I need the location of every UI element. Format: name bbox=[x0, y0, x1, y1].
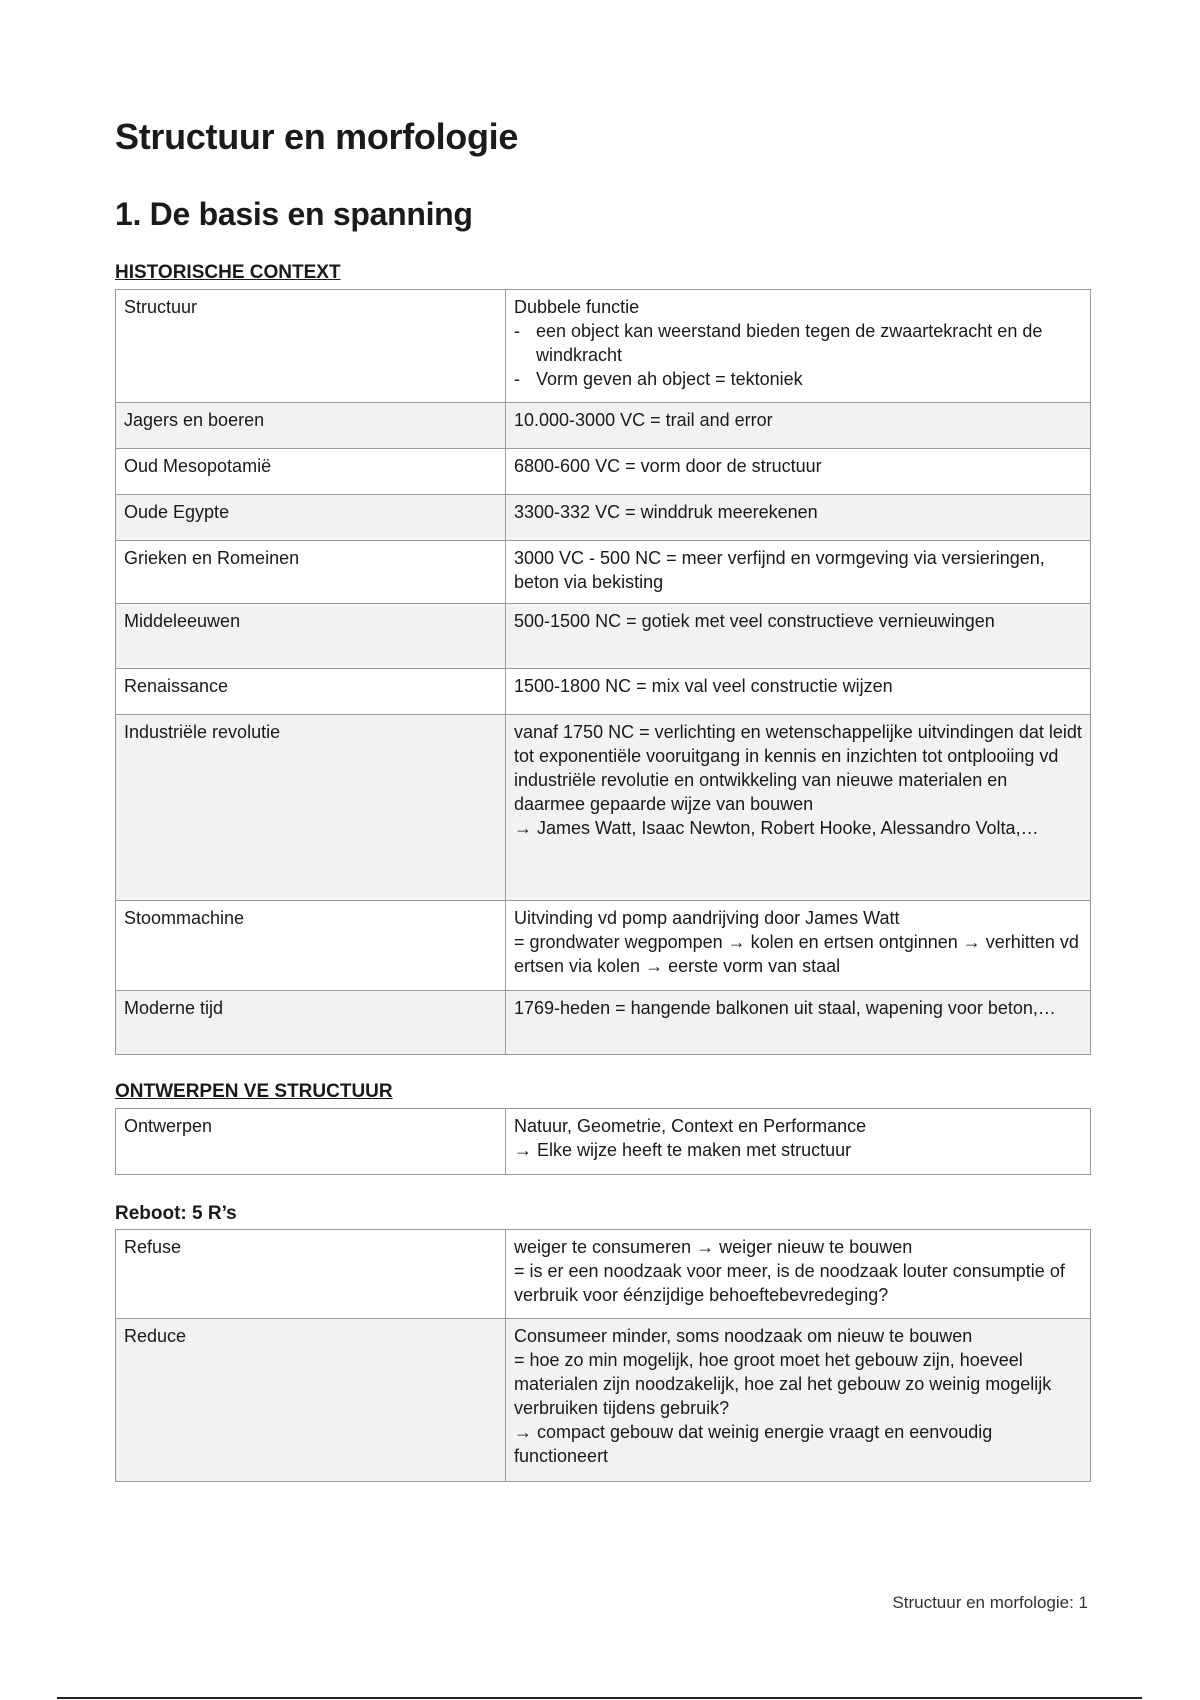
description-line: → Elke wijze heeft te maken met structuur bbox=[514, 1140, 852, 1160]
term-cell bbox=[116, 541, 506, 604]
description-cell bbox=[506, 1109, 1091, 1175]
bottom-divider bbox=[57, 1697, 1142, 1699]
description-line: = grondwater wegpompen → kolen en ertsen ontginnen → verhitten vd ertsen via kolen → eerste vorm van staal bbox=[514, 932, 1079, 976]
description-line: 1500-1800 NC = mix val veel constructie wijzen bbox=[514, 676, 893, 696]
term-cell bbox=[116, 1109, 506, 1175]
table-row bbox=[116, 495, 1091, 541]
description-line: 3000 VC - 500 NC = meer verfijnd en vormgeving via versieringen, beton via bekisting bbox=[514, 548, 1045, 592]
description-cell bbox=[506, 669, 1091, 715]
description-line: 1769-heden = hangende balkonen uit staal, wapening voor beton,… bbox=[514, 998, 1056, 1018]
term-text: Ontwerpen bbox=[124, 1116, 213, 1136]
design-structure-heading: ONTWERPEN VE STRUCTUUR bbox=[115, 1081, 393, 1102]
description-cell bbox=[506, 290, 1091, 403]
bullet-dash-icon: - bbox=[514, 369, 520, 389]
table-row bbox=[116, 1230, 1091, 1319]
description-line: → James Watt, Isaac Newton, Robert Hooke, Alessandro Volta,… bbox=[514, 818, 1039, 838]
section-heading: 1. De basis en spanning bbox=[115, 196, 473, 232]
description-cell bbox=[506, 1230, 1091, 1319]
description-line: Uitvinding vd pomp aandrijving door James Watt bbox=[514, 908, 900, 928]
bullet-dash-icon: - bbox=[514, 321, 520, 341]
table-row bbox=[116, 290, 1091, 403]
page-title: Structuur en morfologie bbox=[115, 116, 519, 157]
description-cell bbox=[506, 1319, 1091, 1482]
description-line: 10.000-3000 VC = trail and error bbox=[514, 410, 773, 430]
term-cell bbox=[116, 449, 506, 495]
term-text: Middeleeuwen bbox=[124, 611, 241, 631]
term-text: Refuse bbox=[124, 1237, 182, 1257]
description-cell bbox=[506, 901, 1091, 991]
table-body bbox=[116, 1109, 1091, 1175]
term-cell bbox=[116, 669, 506, 715]
table-row bbox=[116, 403, 1091, 449]
page-footer: Structuur en morfologie: 1 bbox=[892, 1593, 1088, 1612]
bullet-text: een object kan weerstand bieden tegen de zwaartekracht en de windkracht bbox=[536, 321, 1043, 365]
term-cell bbox=[116, 495, 506, 541]
table-body bbox=[116, 1230, 1091, 1482]
historical-context-heading: HISTORISCHE CONTEXT bbox=[115, 262, 341, 283]
description-cell bbox=[506, 449, 1091, 495]
term-cell bbox=[116, 604, 506, 669]
term-cell bbox=[116, 1319, 506, 1482]
description-line: weiger te consumeren → weiger nieuw te bouwen bbox=[514, 1237, 913, 1257]
description-cell bbox=[506, 541, 1091, 604]
description-cell bbox=[506, 715, 1091, 901]
description-line: → compact gebouw dat weinig energie vraagt en eenvoudig functioneert bbox=[514, 1422, 993, 1466]
table-row bbox=[116, 1319, 1091, 1482]
term-cell bbox=[116, 403, 506, 449]
description-line: = is er een noodzaak voor meer, is de noodzaak louter consumptie of verbruik voor éénzijdige behoeftebevredeging? bbox=[514, 1261, 1065, 1305]
term-text: Reduce bbox=[124, 1326, 187, 1346]
description-line: Natuur, Geometrie, Context en Performance bbox=[514, 1116, 867, 1136]
description-cell bbox=[506, 604, 1091, 669]
table-row bbox=[116, 669, 1091, 715]
table-body bbox=[116, 290, 1091, 1055]
bullet-text: Vorm geven ah object = tektoniek bbox=[536, 369, 803, 389]
term-text: Structuur bbox=[124, 297, 198, 317]
bullet-item bbox=[514, 367, 1082, 391]
table-row bbox=[116, 901, 1091, 991]
description-line: = hoe zo min mogelijk, hoe groot moet het gebouw zijn, hoeveel materialen zijn noodzakelijk, hoe zal het gebouw zo weinig mogelijk verbruiken tijdens gebruik? bbox=[514, 1350, 1052, 1418]
description-cell bbox=[506, 495, 1091, 541]
description-line: Dubbele functie bbox=[514, 297, 640, 317]
term-cell bbox=[116, 290, 506, 403]
description-line: 6800-600 VC = vorm door de structuur bbox=[514, 456, 822, 476]
design-structure-table bbox=[115, 1108, 1091, 1175]
term-cell bbox=[116, 715, 506, 901]
term-text: Moderne tijd bbox=[124, 998, 224, 1018]
term-text: Grieken en Romeinen bbox=[124, 548, 300, 568]
term-text: Industriële revolutie bbox=[124, 722, 281, 742]
description-line: vanaf 1750 NC = verlichting en wetenschappelijke uitvindingen dat leidt tot exponentiële vooruitgang in kennis en inzichten tot ontplooiing vd industriële revolutie en ontwikkeling van nieuwe materialen en daarmee gepaarde wijze van bouwen bbox=[514, 722, 1082, 814]
bullet-item bbox=[514, 319, 1082, 367]
table-row bbox=[116, 541, 1091, 604]
description-cell bbox=[506, 991, 1091, 1055]
description-line: 3300-332 VC = winddruk meerekenen bbox=[514, 502, 818, 522]
table-row bbox=[116, 715, 1091, 901]
term-text: Oud Mesopotamië bbox=[124, 456, 272, 476]
table-row bbox=[116, 604, 1091, 669]
term-cell bbox=[116, 1230, 506, 1319]
table-row bbox=[116, 1109, 1091, 1175]
term-text: Renaissance bbox=[124, 676, 229, 696]
term-cell bbox=[116, 991, 506, 1055]
table-row bbox=[116, 991, 1091, 1055]
term-cell bbox=[116, 901, 506, 991]
description-line: 500-1500 NC = gotiek met veel constructieve vernieuwingen bbox=[514, 611, 995, 631]
term-text: Oude Egypte bbox=[124, 502, 230, 522]
term-text: Jagers en boeren bbox=[124, 410, 265, 430]
table-row bbox=[116, 449, 1091, 495]
description-line: Consumeer minder, soms noodzaak om nieuw te bouwen bbox=[514, 1326, 973, 1346]
term-text: Stoommachine bbox=[124, 908, 245, 928]
description-cell bbox=[506, 403, 1091, 449]
reboot-table bbox=[115, 1229, 1091, 1482]
reboot-heading: Reboot: 5 R’s bbox=[115, 1203, 237, 1224]
historical-context-table bbox=[115, 289, 1091, 1055]
